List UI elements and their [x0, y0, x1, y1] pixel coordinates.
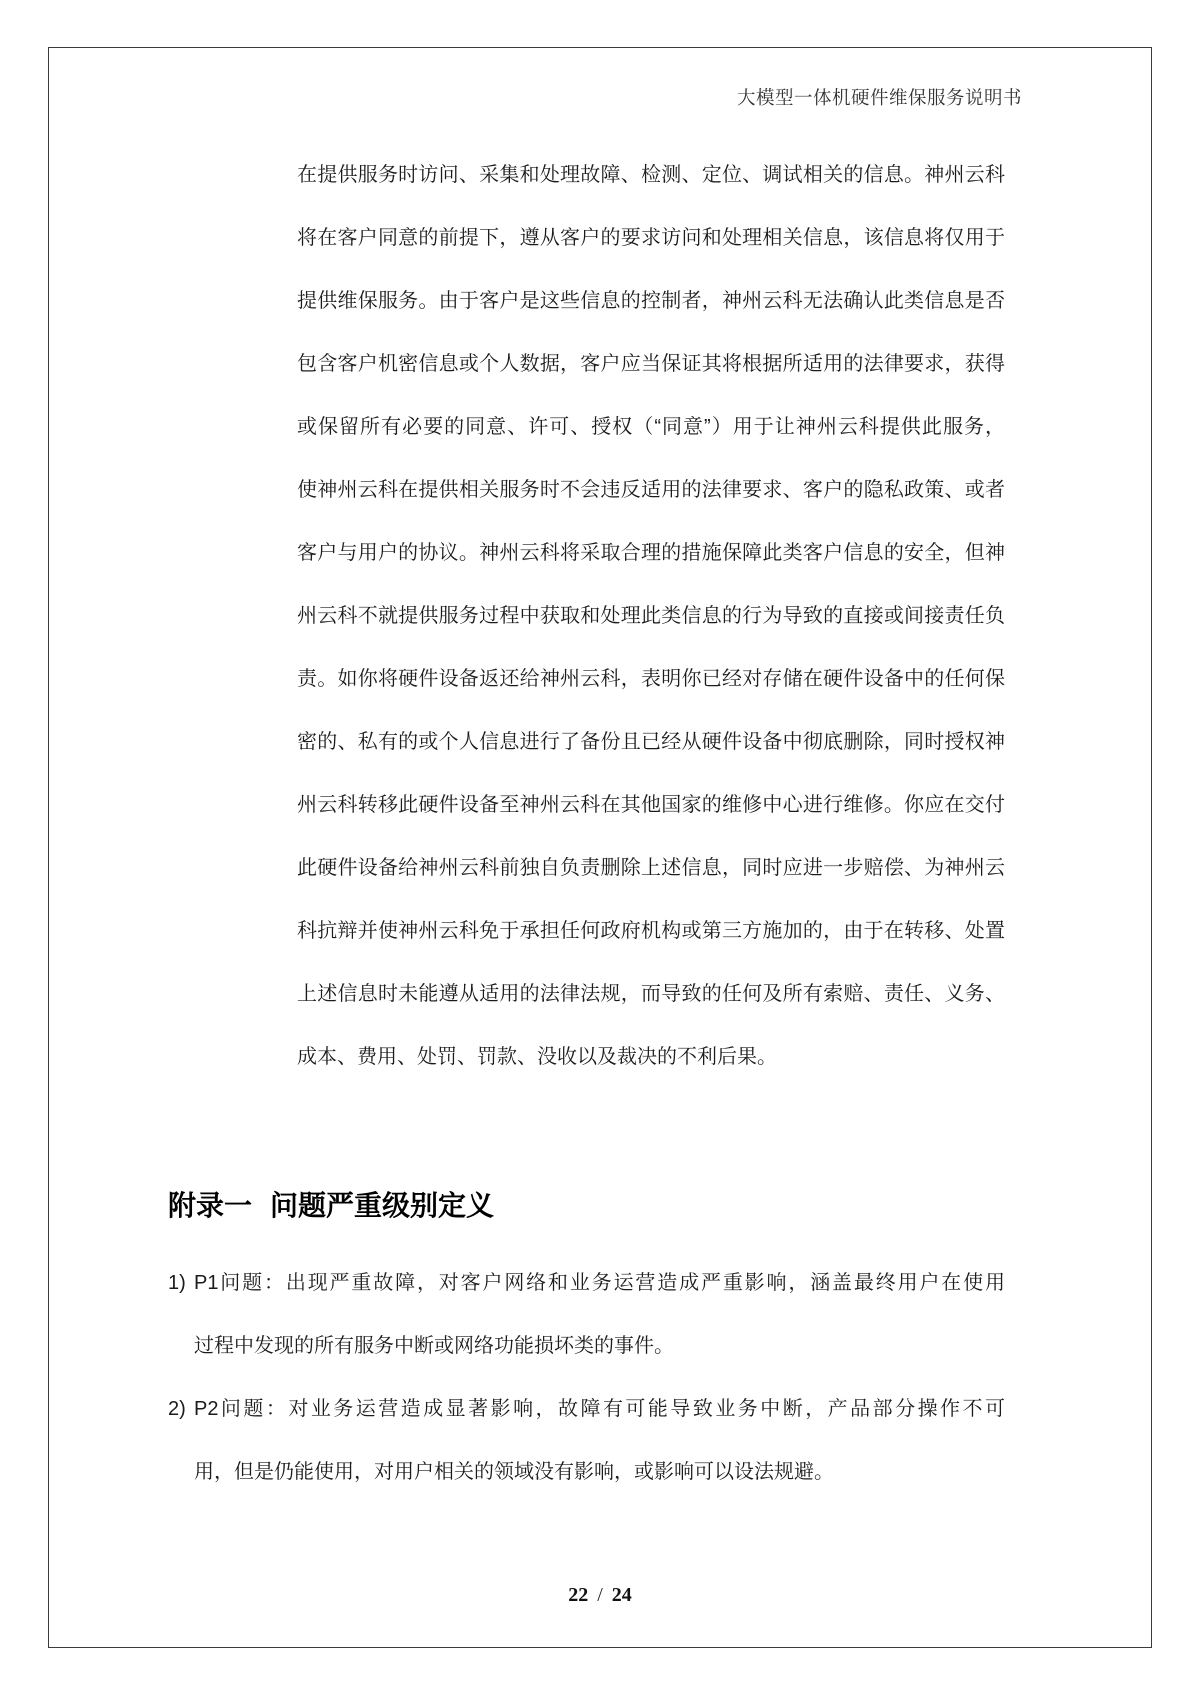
- text-line: 密的、私有的或个人信息进行了备份且已经从硬件设备中彻底删除，同时授权神: [297, 731, 1005, 753]
- text-line: 包含客户机密信息或个人数据，客户应当保证其将根据所适用的法律要求，获得: [297, 353, 1005, 375]
- text-line: 此硬件设备给神州云科前独自负责删除上述信息，同时应进一步赔偿、为神州云: [297, 857, 1005, 879]
- text-line: P1问题：出现严重故障，对客户网络和业务运营造成严重影响，涵盖最终用户在使用: [194, 1272, 1005, 1294]
- page-number-separator: /: [597, 1584, 603, 1606]
- appendix-heading-title: 问题严重级别定义: [270, 1190, 495, 1221]
- text-line: 使神州云科在提供相关服务时不会违反适用的法律要求、客户的隐私政策、或者: [297, 479, 1005, 501]
- text-line: 州云科不就提供服务过程中获取和处理此类信息的行为导致的直接或间接责任负: [297, 605, 1005, 627]
- text-line: 用，但是仍能使用，对用户相关的领域没有影响，或影响可以设法规避。: [194, 1461, 834, 1483]
- text-line: 提供维保服务。由于客户是这些信息的控制者，神州云科无法确认此类信息是否: [297, 290, 1005, 312]
- text-line: 成本、费用、处罚、罚款、没收以及裁决的不利后果。: [297, 1046, 777, 1068]
- list-item-number: 1): [168, 1272, 186, 1294]
- page-number-total: 24: [611, 1584, 632, 1606]
- appendix-heading-number: 附录一: [168, 1190, 253, 1221]
- appendix-heading: [168, 1184, 494, 1224]
- text-line: 州云科转移此硬件设备至神州云科在其他国家的维修中心进行维修。你应在交付: [297, 794, 1005, 816]
- list-item-text: [194, 1252, 1005, 1378]
- text-line: 将在客户同意的前提下，遵从客户的要求访问和处理相关信息，该信息将仅用于: [297, 227, 1005, 249]
- header-title: 大模型一体机硬件维保服务说明书: [736, 89, 1022, 109]
- page-footer: [0, 1584, 1200, 1607]
- text-line: 过程中发现的所有服务中断或网络功能损坏类的事件。: [194, 1335, 674, 1357]
- list-item-text: [194, 1378, 1005, 1504]
- text-line: 科抗辩并使神州云科免于承担任何政府机构或第三方施加的，由于在转移、处置: [297, 920, 1005, 942]
- text-line: 在提供服务时访问、采集和处理故障、检测、定位、调试相关的信息。神州云科: [297, 164, 1005, 186]
- text-line: P2问题：对业务运营造成显著影响，故障有可能导致业务中断，产品部分操作不可: [194, 1398, 1005, 1420]
- text-line: 上述信息时未能遵从适用的法律法规，而导致的任何及所有索赔、责任、义务、: [297, 983, 1005, 1005]
- text-line: 或保留所有必要的同意、许可、授权（“同意”）用于让神州云科提供此服务，: [297, 416, 1005, 438]
- text-line: 客户与用户的协议。神州云科将采取合理的措施保障此类客户信息的安全，但神: [297, 542, 1005, 564]
- list-item-p2: [168, 1378, 1005, 1504]
- text-line: 责。如你将硬件设备返还给神州云科，表明你已经对存储在硬件设备中的任何保: [297, 668, 1005, 690]
- page-number-current: 22: [568, 1584, 589, 1606]
- list-item-p1: [168, 1252, 1005, 1378]
- severity-list: [168, 1252, 1005, 1504]
- list-item-number: 2): [168, 1398, 186, 1420]
- body-paragraph: [297, 144, 1005, 1089]
